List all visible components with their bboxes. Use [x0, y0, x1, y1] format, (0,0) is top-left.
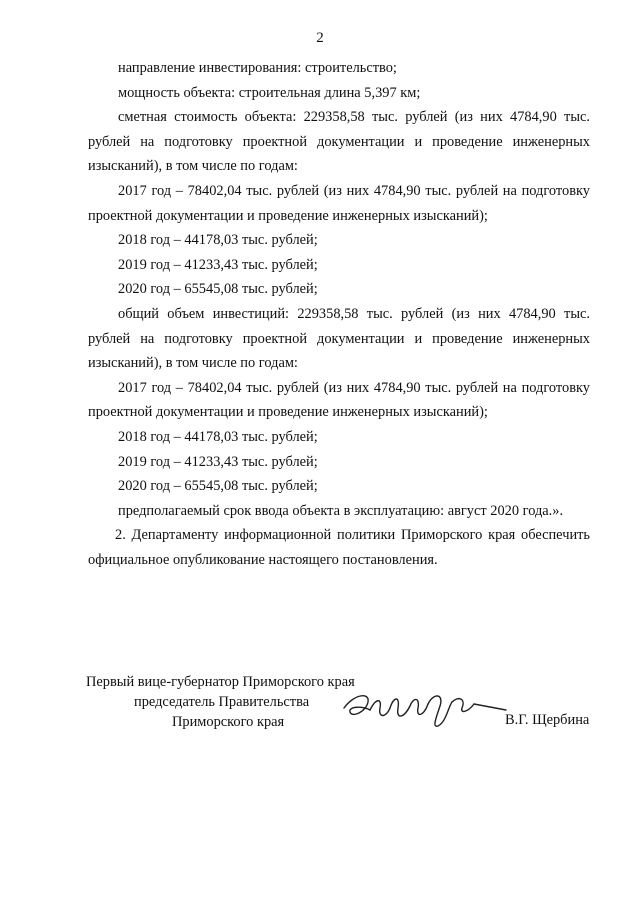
- paragraph: 2020 год – 65545,08 тыс. рублей;: [118, 478, 318, 495]
- paragraph: 2017 год – 78402,04 тыс. рублей (из них 4784,90 тыс. рублей на подготовку проектной документации и проведение инженерных изысканий);: [88, 182, 590, 224]
- paragraph: 2019 год – 41233,43 тыс. рублей;: [118, 453, 318, 470]
- document-body: [88, 56, 590, 572]
- paragraph: сметная стоимость объекта: 229358,58 тыс. рублей (из них 4784,90 тыс. рублей на подготовку проектной документации и проведение инженерных изысканий), в том числе по годам:: [88, 109, 590, 175]
- paragraph: 2018 год – 44178,03 тыс. рублей;: [118, 232, 318, 249]
- signature-block: [0, 672, 640, 752]
- paragraph: 2020 год – 65545,08 тыс. рублей;: [118, 281, 318, 298]
- signer-position-line-1: Первый вице-губернатор Приморского края: [86, 674, 355, 690]
- paragraph: 2019 год – 41233,43 тыс. рублей;: [118, 256, 318, 273]
- paragraph: мощность объекта: строительная длина 5,397 км;: [118, 84, 421, 101]
- signer-position-line-2: председатель Правительства: [134, 694, 310, 710]
- paragraph: общий объем инвестиций: 229358,58 тыс. рублей (из них 4784,90 тыс. рублей на подготовку проектной документации и проведение инженерных изысканий), в том числе по годам:: [88, 305, 590, 372]
- paragraph: предполагаемый срок ввода объекта в эксплуатацию: август 2020 года.».: [118, 502, 564, 519]
- page-number: 2: [316, 30, 324, 46]
- paragraph: 2017 год – 78402,04 тыс. рублей (из них 4784,90 тыс. рублей на подготовку проектной документации и проведение инженерных изысканий);: [88, 379, 590, 421]
- signer-name: В.Г. Щербина: [505, 712, 590, 728]
- paragraph: 2018 год – 44178,03 тыс. рублей;: [118, 428, 318, 445]
- signer-position-line-3: Приморского края: [172, 714, 285, 730]
- paragraph: 2. Департаменту информационной политики Приморского края обеспечить официальное опубликование настоящего постановления.: [88, 527, 590, 568]
- paragraph: направление инвестирования: строительство;: [118, 60, 397, 76]
- handwritten-signature: [340, 688, 510, 732]
